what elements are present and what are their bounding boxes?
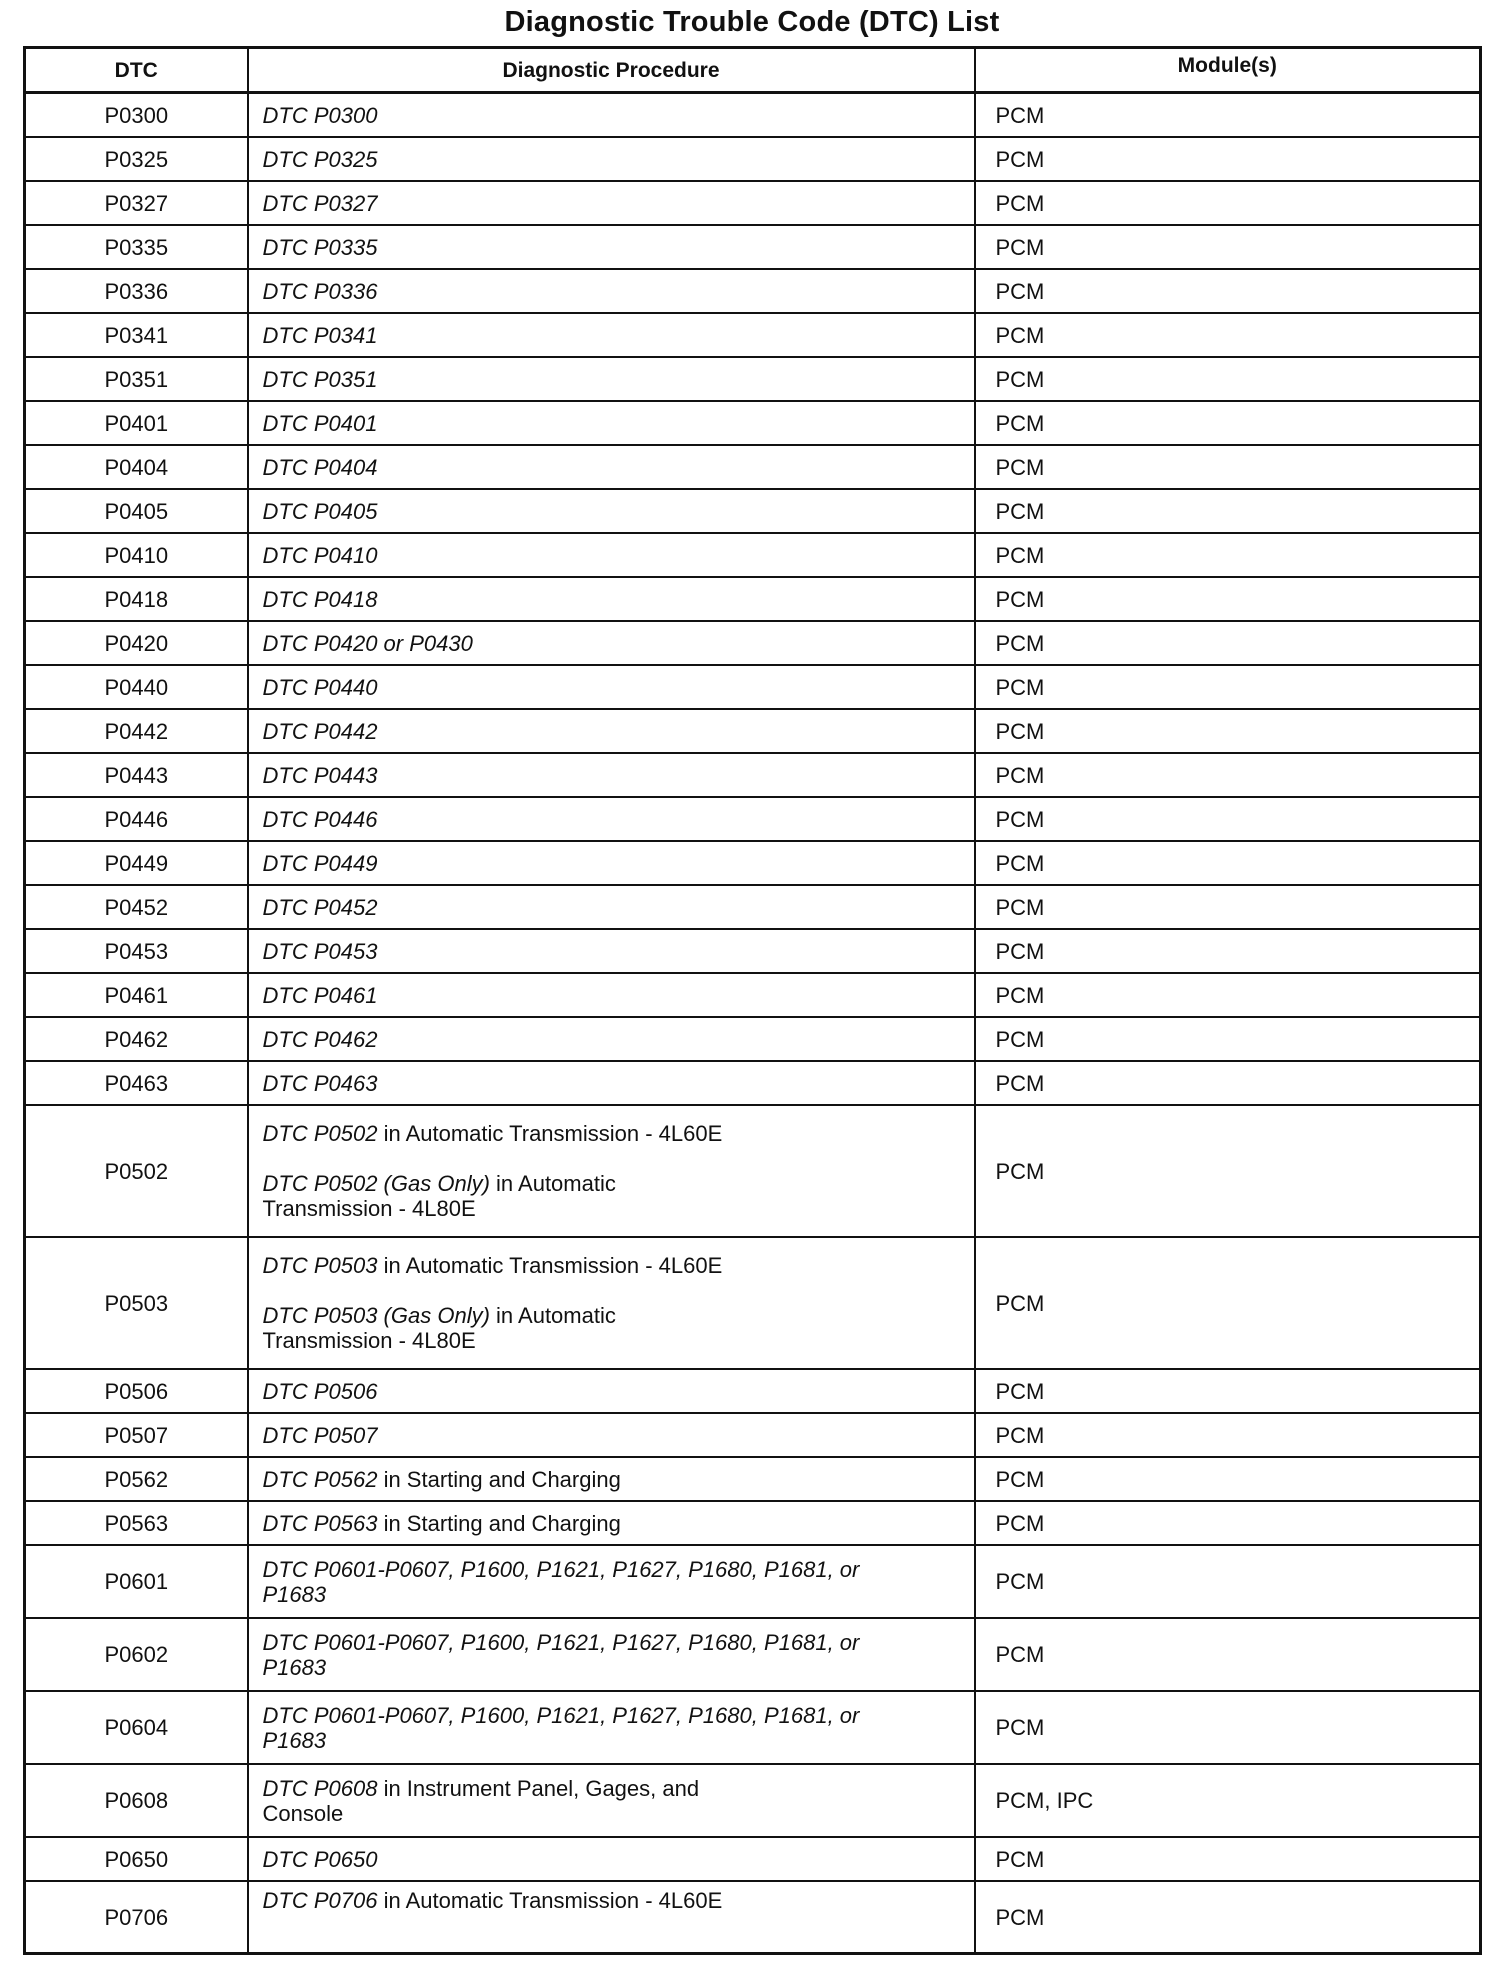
procedure-location-line2: Transmission - 4L80E [262, 1196, 476, 1221]
page-title: Diagnostic Trouble Code (DTC) List [504, 6, 1000, 38]
dtc-code: P0601 [25, 1545, 248, 1618]
dtc-code: P0506 [25, 1369, 248, 1413]
module-cell: PCM [975, 709, 1481, 753]
module-cell: PCM [975, 269, 1481, 313]
module-cell: PCM [975, 1691, 1481, 1764]
module-cell: PCM [975, 1105, 1481, 1237]
table-row [25, 929, 1481, 973]
table-row [25, 1413, 1481, 1457]
module-cell: PCM [975, 93, 1481, 138]
procedure-link[interactable]: DTC P0341 [262, 322, 378, 348]
table-row [25, 489, 1481, 533]
dtc-code: P0341 [25, 313, 248, 357]
procedure-link[interactable]: DTC P0418 [262, 586, 378, 612]
table-row [25, 577, 1481, 621]
dtc-code: P0449 [25, 841, 248, 885]
procedure-cell [248, 1369, 975, 1413]
procedure-cell [248, 885, 975, 929]
procedure-location-line2: Console [262, 1800, 344, 1826]
table-row [25, 1237, 1481, 1369]
procedure-link[interactable]: DTC P0563 [262, 1510, 378, 1536]
table-row [25, 753, 1481, 797]
table-row [25, 1618, 1481, 1691]
column-header-dtc: DTC [25, 48, 248, 93]
procedure-link[interactable]: DTC P0446 [262, 806, 378, 832]
table-row [25, 1457, 1481, 1501]
procedure-cell [248, 1618, 975, 1691]
procedure-link[interactable]: DTC P0506 [262, 1378, 378, 1404]
table-row [25, 1105, 1481, 1237]
procedure-link[interactable]: DTC P0335 [262, 234, 378, 260]
procedure-link[interactable]: DTC P0462 [262, 1026, 378, 1052]
procedure-link[interactable]: DTC P0449 [262, 850, 378, 876]
module-cell: PCM [975, 533, 1481, 577]
procedure-cell [248, 357, 975, 401]
procedure-cell [248, 1691, 975, 1764]
procedure-cell [248, 489, 975, 533]
module-cell: PCM [975, 797, 1481, 841]
dtc-code: P0336 [25, 269, 248, 313]
module-cell: PCM [975, 1545, 1481, 1618]
dtc-code: P0443 [25, 753, 248, 797]
procedure-location: in Starting and Charging [377, 1466, 621, 1492]
procedure-cell [248, 269, 975, 313]
procedure-line [263, 1253, 964, 1278]
module-cell: PCM [975, 137, 1481, 181]
table-row [25, 665, 1481, 709]
module-cell: PCM [975, 1237, 1481, 1369]
procedure-cell [248, 929, 975, 973]
dtc-code: P0442 [25, 709, 248, 753]
procedure-cell [248, 1501, 975, 1545]
procedure-link[interactable]: DTC P0453 [262, 938, 378, 964]
procedure-cell [248, 181, 975, 225]
dtc-code: P0404 [25, 445, 248, 489]
table-row [25, 225, 1481, 269]
module-cell: PCM [975, 929, 1481, 973]
dtc-code: P0446 [25, 797, 248, 841]
procedure-link[interactable]: DTC P0452 [262, 894, 378, 920]
module-cell: PCM [975, 621, 1481, 665]
dtc-code: P0563 [25, 1501, 248, 1545]
dtc-code: P0440 [25, 665, 248, 709]
procedure-gap [263, 1278, 964, 1303]
procedure-link[interactable]: DTC P0706 [262, 1888, 378, 1913]
procedure-cell [248, 1061, 975, 1105]
table-row [25, 93, 1481, 138]
procedure-link[interactable]: DTC P0443 [262, 762, 378, 788]
dtc-code: P0351 [25, 357, 248, 401]
module-cell: PCM [975, 1061, 1481, 1105]
procedure-link[interactable]: DTC P0401 [262, 410, 378, 436]
table-row [25, 181, 1481, 225]
dtc-code: P0507 [25, 1413, 248, 1457]
dtc-code: P0405 [25, 489, 248, 533]
module-cell: PCM [975, 489, 1481, 533]
module-cell: PCM [975, 577, 1481, 621]
procedure-link[interactable]: DTC P0461 [262, 982, 378, 1008]
procedure-cell [248, 1017, 975, 1061]
dtc-code: P0562 [25, 1457, 248, 1501]
module-cell: PCM [975, 357, 1481, 401]
dtc-code: P0300 [25, 93, 248, 138]
module-cell: PCM [975, 1369, 1481, 1413]
procedure-link[interactable]: DTC P0608 [262, 1775, 378, 1801]
module-cell: PCM [975, 225, 1481, 269]
module-cell: PCM [975, 181, 1481, 225]
procedure-cell [248, 1545, 975, 1618]
dtc-code: P0502 [25, 1105, 248, 1237]
table-row [25, 841, 1481, 885]
procedure-link[interactable]: DTC P0502 (Gas Only) [262, 1171, 490, 1196]
procedure-location: in Automatic Transmission - 4L60E [377, 1121, 723, 1146]
dtc-code: P0327 [25, 181, 248, 225]
module-cell: PCM [975, 1837, 1481, 1881]
dtc-code: P0461 [25, 973, 248, 1017]
table-row [25, 1501, 1481, 1545]
procedure-location: in Automatic [489, 1303, 616, 1328]
table-row [25, 137, 1481, 181]
module-cell: PCM [975, 973, 1481, 1017]
procedure-link[interactable]: DTC P0650 [262, 1846, 378, 1872]
module-cell: PCM [975, 665, 1481, 709]
procedure-line [263, 1303, 964, 1328]
table-row [25, 1881, 1481, 1954]
table-row [25, 797, 1481, 841]
column-header-procedure: Diagnostic Procedure [248, 48, 975, 93]
procedure-cell [248, 841, 975, 885]
procedure-link-line2[interactable]: P1683 [262, 1654, 327, 1680]
procedure-cell [248, 401, 975, 445]
dtc-code: P0325 [25, 137, 248, 181]
procedure-link[interactable]: DTC P0420 or P0430 [262, 630, 473, 656]
procedure-link[interactable]: DTC P0325 [262, 146, 378, 172]
module-cell: PCM [975, 1457, 1481, 1501]
procedure-cell [248, 709, 975, 753]
dtc-code: P0452 [25, 885, 248, 929]
table-row [25, 885, 1481, 929]
procedure-location: in Automatic Transmission - 4L60E [377, 1888, 723, 1913]
procedure-cell [248, 1413, 975, 1457]
table-row [25, 1691, 1481, 1764]
module-cell: PCM [975, 1881, 1481, 1954]
procedure-cell [248, 533, 975, 577]
procedure-cell [248, 797, 975, 841]
dtc-code: P0453 [25, 929, 248, 973]
procedure-cell [248, 93, 975, 138]
dtc-code: P0503 [25, 1237, 248, 1369]
procedure-location: in Starting and Charging [377, 1510, 621, 1536]
procedure-cell [248, 665, 975, 709]
dtc-code: P0420 [25, 621, 248, 665]
procedure-cell [248, 621, 975, 665]
procedure-location-line2: Transmission - 4L80E [262, 1328, 476, 1353]
module-cell: PCM [975, 1618, 1481, 1691]
procedure-link[interactable]: DTC P0300 [262, 102, 378, 128]
procedure-cell [248, 1764, 975, 1837]
procedure-link[interactable]: DTC P0502 [262, 1121, 378, 1146]
procedure-link[interactable]: DTC P0440 [262, 674, 378, 700]
dtc-code: P0650 [25, 1837, 248, 1881]
dtc-table [23, 46, 1482, 1955]
dtc-code: P0462 [25, 1017, 248, 1061]
table-row [25, 1061, 1481, 1105]
module-cell: PCM [975, 1017, 1481, 1061]
dtc-code: P0706 [25, 1881, 248, 1954]
table-row [25, 445, 1481, 489]
procedure-link[interactable]: DTC P0327 [262, 190, 378, 216]
procedure-link[interactable]: DTC P0601-P0607, P1600, P1621, P1627, P1680, P1681, or [262, 1702, 860, 1728]
procedure-location: in Instrument Panel, Gages, and [377, 1775, 700, 1801]
procedure-cell [248, 1837, 975, 1881]
module-cell: PCM [975, 1501, 1481, 1545]
table-row [25, 709, 1481, 753]
procedure-link[interactable]: DTC P0601-P0607, P1600, P1621, P1627, P1680, P1681, or [262, 1629, 860, 1655]
dtc-code: P0608 [25, 1764, 248, 1837]
dtc-code: P0335 [25, 225, 248, 269]
procedure-link[interactable]: DTC P0336 [262, 278, 378, 304]
dtc-code: P0410 [25, 533, 248, 577]
table-row [25, 1369, 1481, 1413]
module-cell: PCM [975, 841, 1481, 885]
table-row [25, 401, 1481, 445]
table-row [25, 357, 1481, 401]
module-cell: PCM [975, 1413, 1481, 1457]
procedure-location: in Automatic [489, 1171, 616, 1196]
procedure-link[interactable]: DTC P0507 [262, 1422, 378, 1448]
table-row [25, 973, 1481, 1017]
procedure-cell [248, 753, 975, 797]
table-row [25, 1017, 1481, 1061]
procedure-link[interactable]: DTC P0562 [262, 1466, 378, 1492]
table-row [25, 1837, 1481, 1881]
table-header-row [25, 48, 1481, 93]
table-row [25, 1764, 1481, 1837]
procedure-cell [248, 445, 975, 489]
table-row [25, 1545, 1481, 1618]
procedure-link[interactable]: DTC P0442 [262, 718, 378, 744]
table-row [25, 313, 1481, 357]
procedure-link[interactable]: DTC P0405 [262, 498, 378, 524]
dtc-code: P0604 [25, 1691, 248, 1764]
module-cell: PCM [975, 753, 1481, 797]
procedure-line [263, 1171, 964, 1196]
procedure-link[interactable]: DTC P0503 [262, 1253, 378, 1278]
procedure-link[interactable]: DTC P0351 [262, 366, 378, 392]
procedure-cell [248, 225, 975, 269]
module-cell: PCM [975, 445, 1481, 489]
module-cell: PCM, IPC [975, 1764, 1481, 1837]
procedure-link[interactable]: DTC P0503 (Gas Only) [262, 1303, 490, 1328]
procedure-cell [248, 1457, 975, 1501]
dtc-code: P0602 [25, 1618, 248, 1691]
procedure-link-line2[interactable]: P1683 [262, 1581, 327, 1607]
procedure-link[interactable]: DTC P0601-P0607, P1600, P1621, P1627, P1680, P1681, or [262, 1556, 860, 1582]
dtc-code: P0463 [25, 1061, 248, 1105]
procedure-cell [248, 577, 975, 621]
procedure-cell [248, 1105, 975, 1237]
procedure-line [263, 1776, 964, 1801]
procedure-link-line2[interactable]: P1683 [262, 1727, 327, 1753]
procedure-cell [248, 973, 975, 1017]
procedure-cell [248, 313, 975, 357]
procedure-gap [263, 1146, 964, 1171]
procedure-line [263, 1121, 964, 1146]
procedure-cell [248, 137, 975, 181]
module-cell: PCM [975, 401, 1481, 445]
procedure-link[interactable]: DTC P0404 [262, 454, 378, 480]
dtc-code: P0401 [25, 401, 248, 445]
procedure-link[interactable]: DTC P0463 [262, 1070, 378, 1096]
procedure-location: in Automatic Transmission - 4L60E [377, 1253, 723, 1278]
table-row [25, 621, 1481, 665]
column-header-modules: Module(s) [975, 48, 1481, 93]
procedure-link[interactable]: DTC P0410 [262, 542, 378, 568]
dtc-code: P0418 [25, 577, 248, 621]
module-cell: PCM [975, 313, 1481, 357]
module-cell: PCM [975, 885, 1481, 929]
table-row [25, 269, 1481, 313]
table-row [25, 533, 1481, 577]
procedure-cell [248, 1237, 975, 1369]
procedure-cell [248, 1881, 975, 1954]
